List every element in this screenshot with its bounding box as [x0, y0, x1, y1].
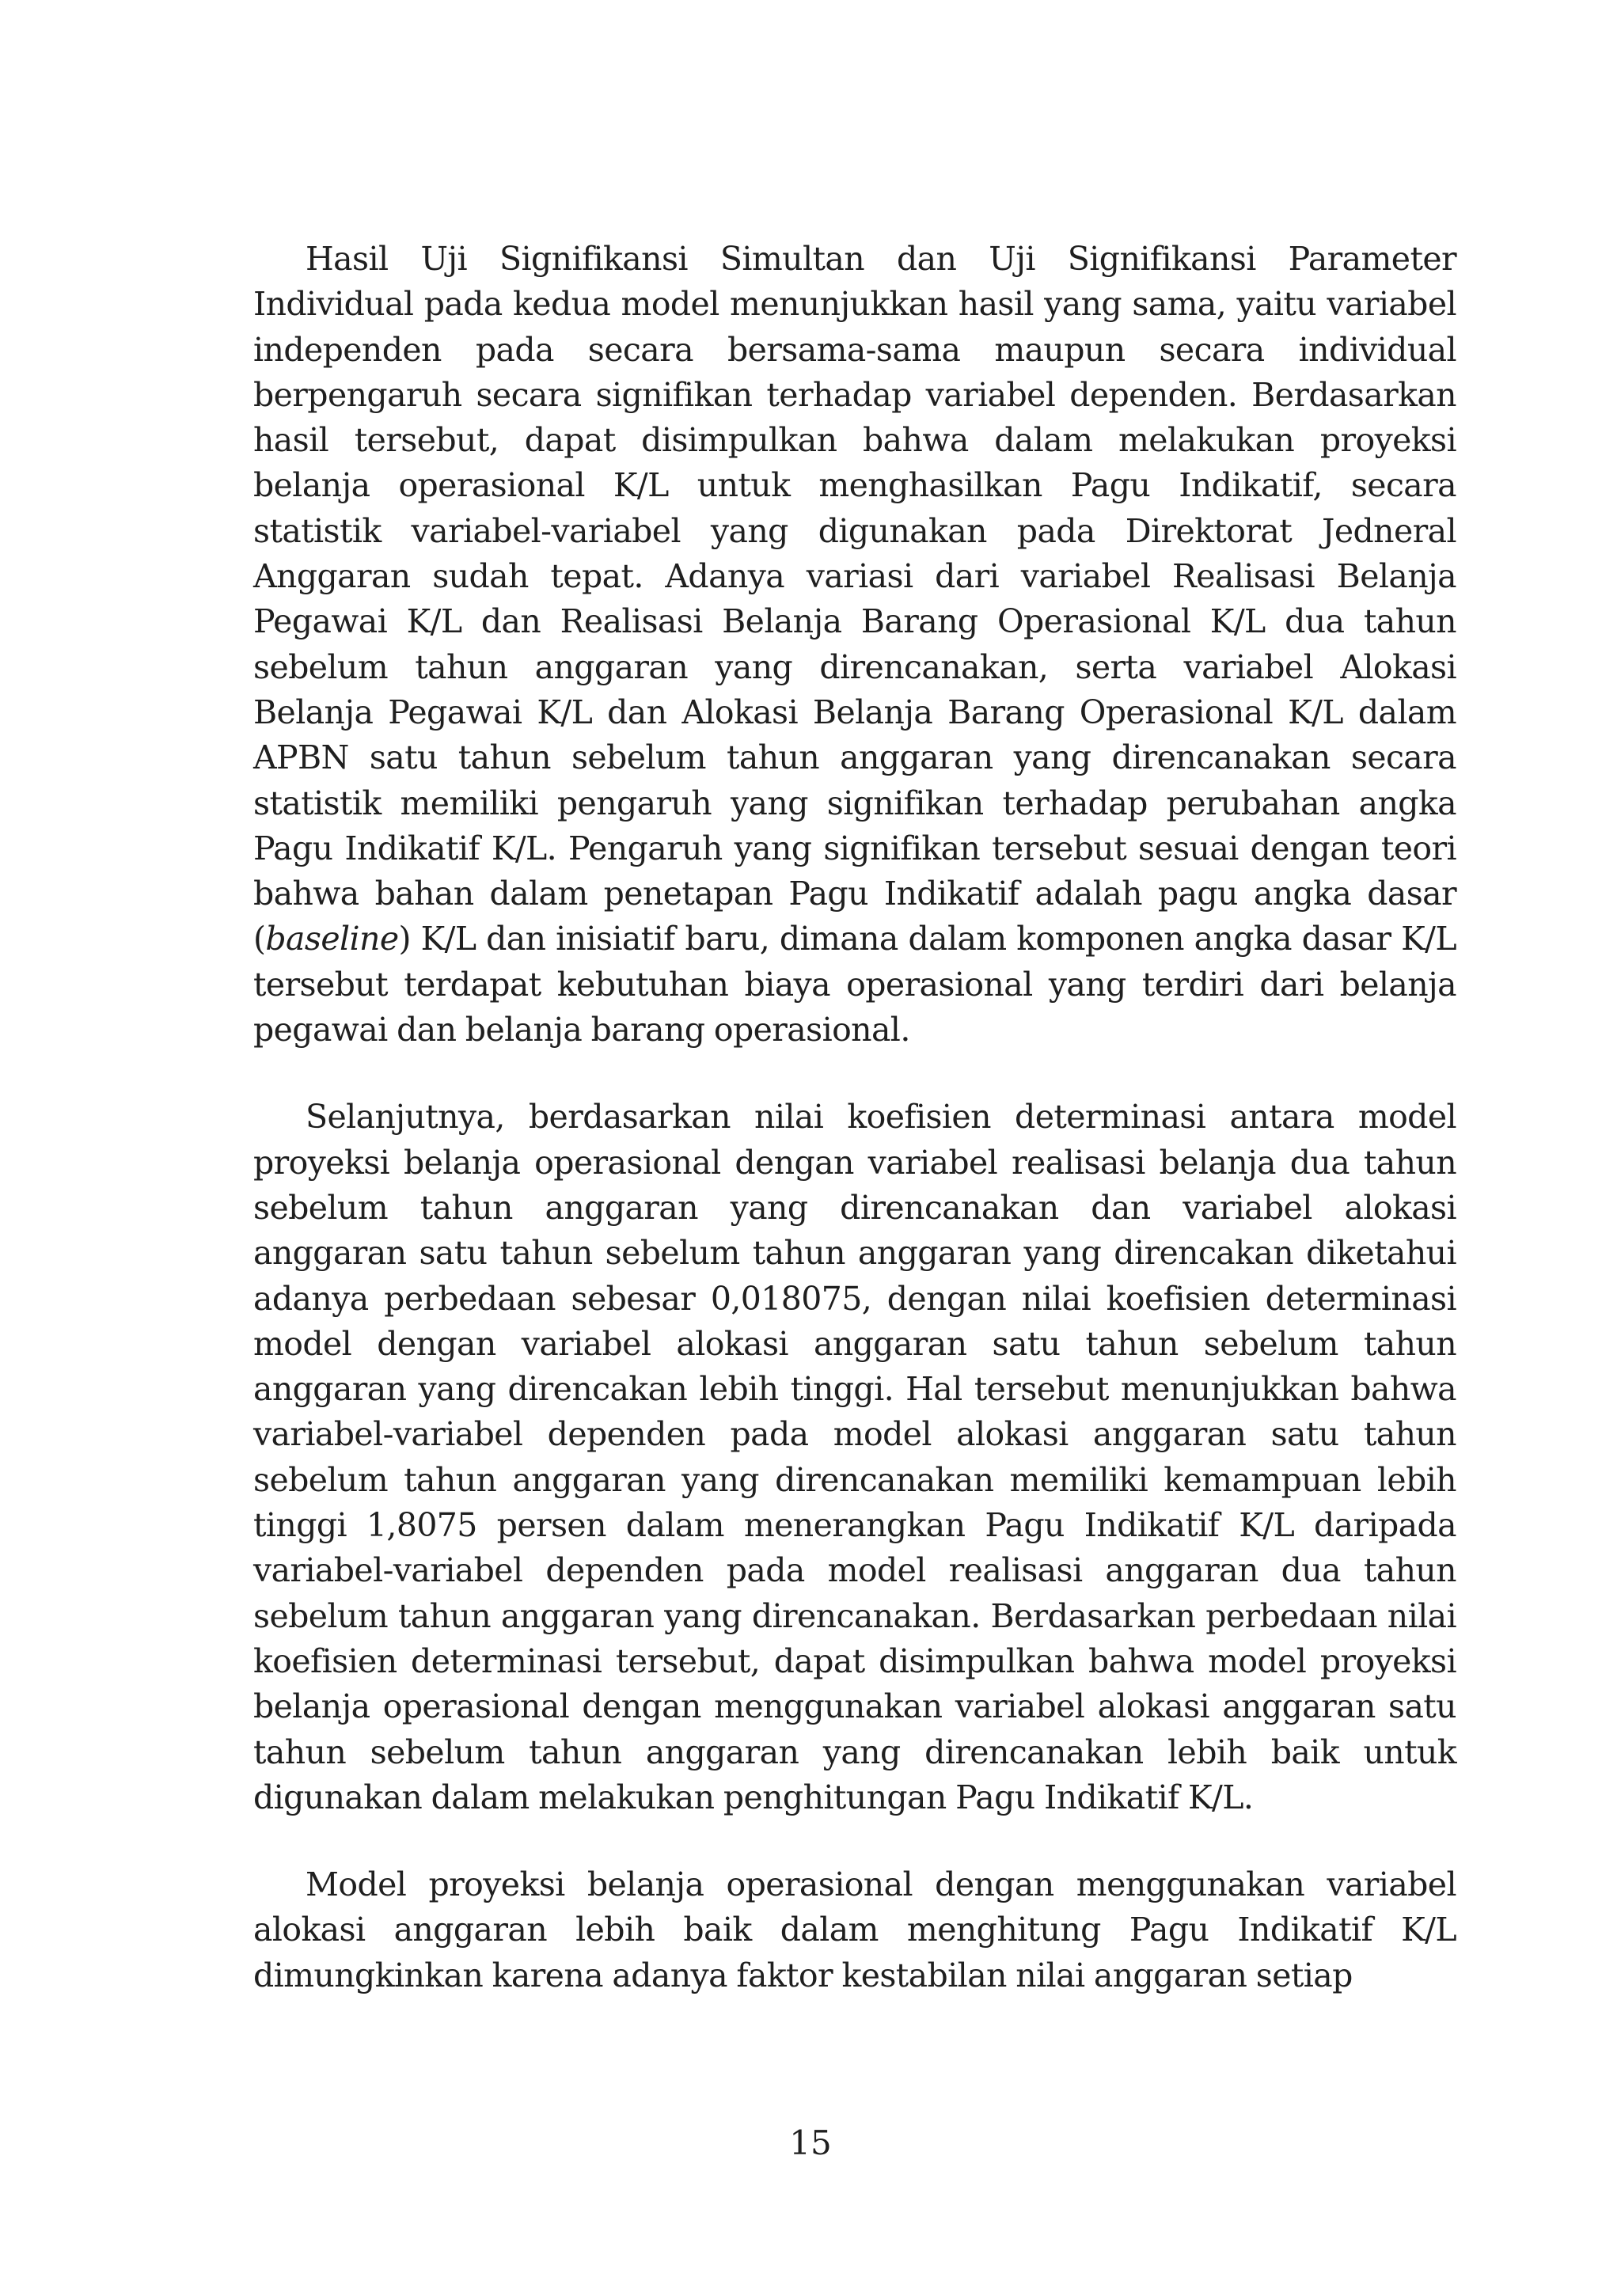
paragraph-3	[253, 1862, 1456, 1998]
body-text	[253, 237, 1456, 2040]
paragraph-1-italic-term: baseline	[265, 920, 399, 958]
paragraph-1	[253, 237, 1456, 1053]
paragraph-1-text-part-1: Hasil Uji Signifikansi Simultan dan Uji Signifikansi Parameter Individual pada kedua model menunjukkan hasil yang sama, yaitu variabel independen pada secara bersama-sama maupun secara individual berpengaruh secara signifikan terhadap variabel dependen. Berdasarkan hasil tersebut, dapat disimpulkan bahwa dalam melakukan proyeksi belanja operasional K/L untuk menghasilkan Pagu Indikatif, secara statistik variabel-variabel yang digunakan pada Direktorat Jedneral Anggaran sudah tepat. Adanya variasi dari variabel Realisasi Belanja Pegawai K/L dan Realisasi Belanja Barang Operasional K/L dua tahun sebelum tahun anggaran yang direncanakan, serta variabel Alokasi Belanja Pegawai K/L dan Alokasi Belanja Barang Operasional K/L dalam APBN satu tahun sebelum tahun anggaran yang direncanakan secara statistik memiliki pengaruh yang signifikan terhadap perubahan angka Pagu Indikatif K/L. Pengaruh yang signifikan tersebut sesuai dengan teori bahwa bahan dalam penetapan Pagu Indikatif adalah pagu angka dasar (	[253, 240, 1456, 958]
paragraph-3-text: Model proyeksi belanja operasional dengan menggunakan variabel alokasi anggaran lebih baik dalam menghitung Pagu Indikatif K/L dimungkinkan karena adanya faktor kestabilan nilai anggaran setiap	[253, 1865, 1456, 1994]
paragraph-1-text-part-2: ) K/L dan inisiatif baru, dimana dalam komponen angka dasar K/L tersebut terdapat kebutuhan biaya operasional yang terdiri dari belanja pegawai dan belanja barang operasional.	[253, 920, 1456, 1049]
paragraph-2-text: Selanjutnya, berdasarkan nilai koefisien determinasi antara model proyeksi belanja operasional dengan variabel realisasi belanja dua tahun sebelum tahun anggaran yang direncanakan dan variabel alokasi anggaran satu tahun sebelum tahun anggaran yang direncakan diketahui adanya perbedaan sebesar 0,018075, dengan nilai koefisien determinasi model dengan variabel alokasi anggaran satu tahun sebelum tahun anggaran yang direncakan lebih tinggi. Hal tersebut menunjukkan bahwa variabel-variabel dependen pada model alokasi anggaran satu tahun sebelum tahun anggaran yang direncanakan memiliki kemampuan lebih tinggi 1,8075 persen dalam menerangkan Pagu Indikatif K/L daripada variabel-variabel dependen pada model realisasi anggaran dua tahun sebelum tahun anggaran yang direncanakan. Berdasarkan perbedaan nilai koefisien determinasi tersebut, dapat disimpulkan bahwa model proyeksi belanja operasional dengan menggunakan variabel alokasi anggaran satu tahun sebelum tahun anggaran yang direncanakan lebih baik untuk digunakan dalam melakukan penghitungan Pagu Indikatif K/L.	[253, 1098, 1456, 1816]
page-number: 15	[789, 2123, 832, 2162]
paragraph-2	[253, 1095, 1456, 1820]
